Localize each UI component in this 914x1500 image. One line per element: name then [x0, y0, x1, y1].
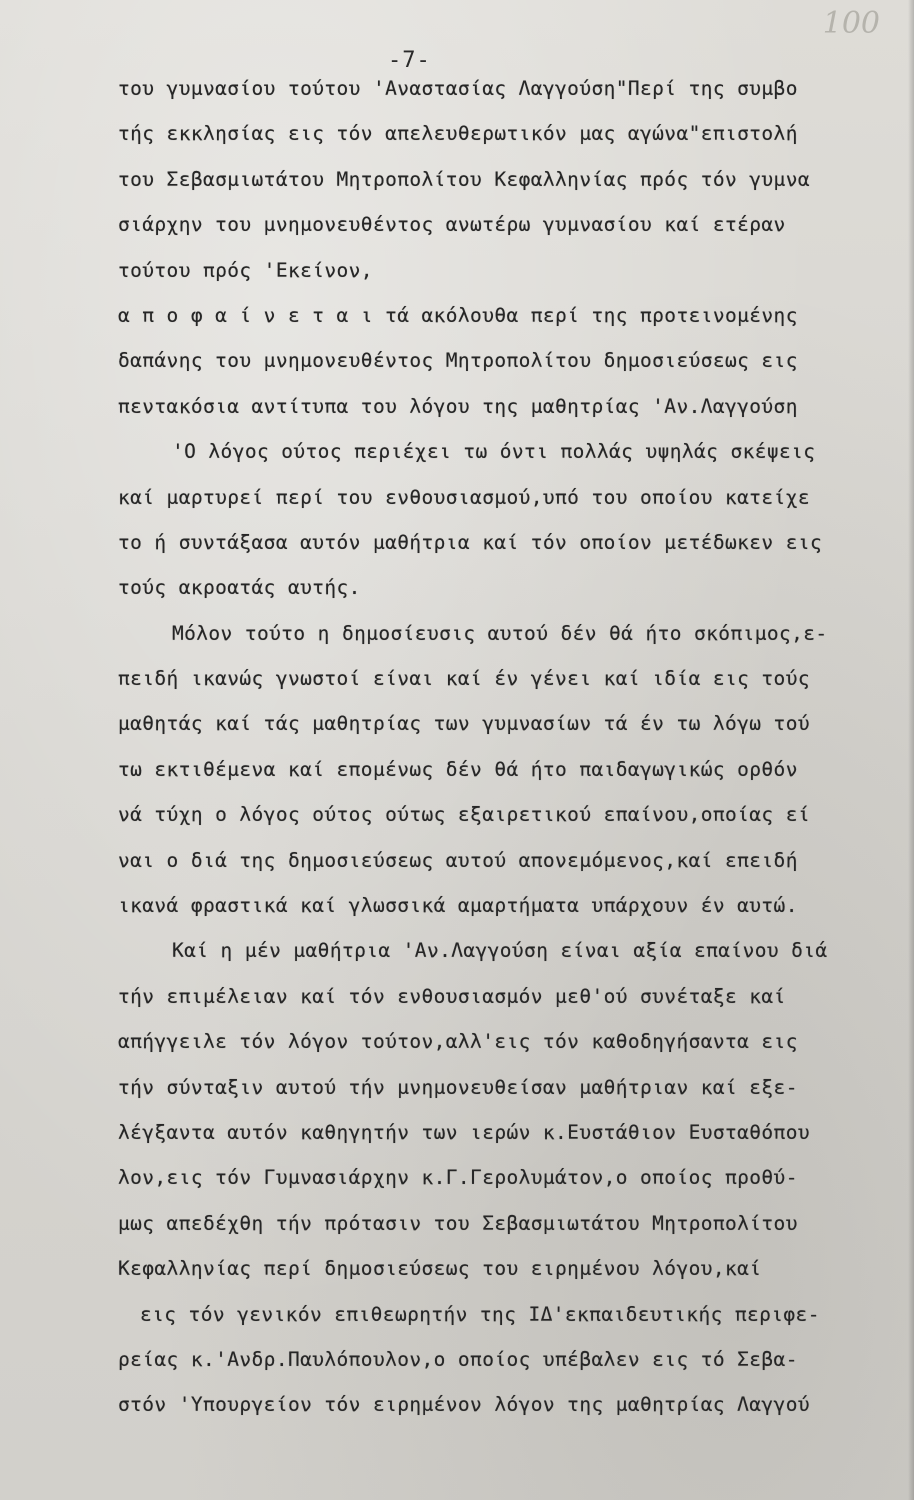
text-line: τω εκτιθέμενα καί επομένως δέν θά ήτο παιδαγωγικώς ορθόν — [118, 757, 798, 781]
text-line: τήν επιμέλειαν καί τόν ενθουσιασμόν μεθ'ού συνέταξε καί — [118, 984, 786, 1008]
text-line: τήν σύνταξιν αυτού τήν μνημονευθείσαν μαθήτριαν καί εξε- — [118, 1075, 798, 1099]
text-line: λέγξαντα αυτόν καθηγητήν των ιερών κ.Ευστάθιον Ευσταθόπου — [118, 1120, 810, 1144]
text-line: εις τόν γενικόν επιθεωρητήν της ΙΔ'εκπαιδευτικής περιφε- — [140, 1302, 820, 1326]
text-line: τής εκκλησίας εις τόν απελευθερωτικόν μας αγώνα"επιστολή — [118, 122, 798, 146]
text-line: τούς ακροατάς αυτής. — [118, 576, 361, 600]
text-line: 'Ο λόγος ούτος περιέχει τω όντι πολλάς υψηλάς σκέψεις — [172, 440, 816, 464]
text-line: Μόλον τούτο η δημοσίευσις αυτού δέν θά ήτο σκόπιμος,ε- — [172, 621, 828, 645]
text-line: λον,εις τόν Γυμνασιάρχην κ.Γ.Γερολυμάτον,ο οποίος προθύ- — [118, 1166, 798, 1190]
text-line: μως απεδέχθη τήν πρότασιν του Σεβασμιωτάτου Μητροπολίτου — [118, 1211, 798, 1235]
text-line: απήγγειλε τόν λόγον τούτον,αλλ'εις τόν καθοδηγήσαντα εις — [118, 1030, 798, 1054]
text-line: καί μαρτυρεί περί του ενθουσιασμού,υπό του οποίου κατείχε — [118, 485, 810, 509]
corner-page-mark: 100 — [822, 6, 880, 41]
text-line: μαθητάς καί τάς μαθητρίας των γυμνασίων τά έν τω λόγω τού — [118, 712, 810, 736]
text-line: ναι ο διά της δημοσιεύσεως αυτού απονεμόμενος,καί επειδή — [118, 848, 798, 872]
text-line: πειδή ικανώς γνωστοί είναι καί έν γένει καί ιδία εις τούς — [118, 667, 810, 691]
text-line: ρείας κ.'Ανδρ.Παυλόπουλον,ο οποίος υπέβαλεν εις τό Σεβα- — [118, 1347, 798, 1371]
text-line: Καί η μέν μαθήτρια 'Αν.Λαγγούση είναι αξία επαίνου διά — [172, 939, 828, 963]
typewritten-body — [118, 66, 898, 1428]
text-line: τούτου πρός 'Εκείνον, — [118, 258, 373, 282]
text-line: του γυμνασίου τούτου 'Αναστασίας Λαγγούση"Περί της συμβο — [118, 77, 798, 100]
text-line: Κεφαλληνίας περί δημοσιεύσεως του ειρημένου λόγου,καί — [118, 1257, 762, 1281]
text-line: ικανά φραστικά καί γλωσσικά αμαρτήματα υπάρχουν έν αυτώ. — [118, 894, 798, 918]
text-line: στόν 'Υπουργείον τόν ειρημένον λόγον της μαθητρίας Λαγγού — [118, 1393, 810, 1417]
text-line: νά τύχη ο λόγος ούτος ούτως εξαιρετικού επαίνου,οποίας εί — [118, 803, 810, 827]
text-line: α π ο φ α ί ν ε τ α ι τά ακόλουθα περί της προτεινομένης — [118, 303, 798, 327]
page-number: -7- — [388, 48, 431, 73]
text-line: δαπάνης του μνημονευθέντος Μητροπολίτου δημοσιεύσεως εις — [118, 349, 798, 373]
text-line: το ή συντάξασα αυτόν μαθήτρια καί τόν οποίον μετέδωκεν εις — [118, 530, 823, 554]
text-line: πεντακόσια αντίτυπα του λόγου της μαθητρίας 'Αν.Λαγγούση — [118, 394, 798, 418]
page-edge-shadow — [908, 0, 914, 1500]
text-line: σιάρχην του μνημονευθέντος ανωτέρω γυμνασίου καί ετέραν — [118, 213, 786, 237]
text-line: του Σεβασμιωτάτου Μητροπολίτου Κεφαλληνίας πρός τόν γυμνα — [118, 167, 810, 191]
